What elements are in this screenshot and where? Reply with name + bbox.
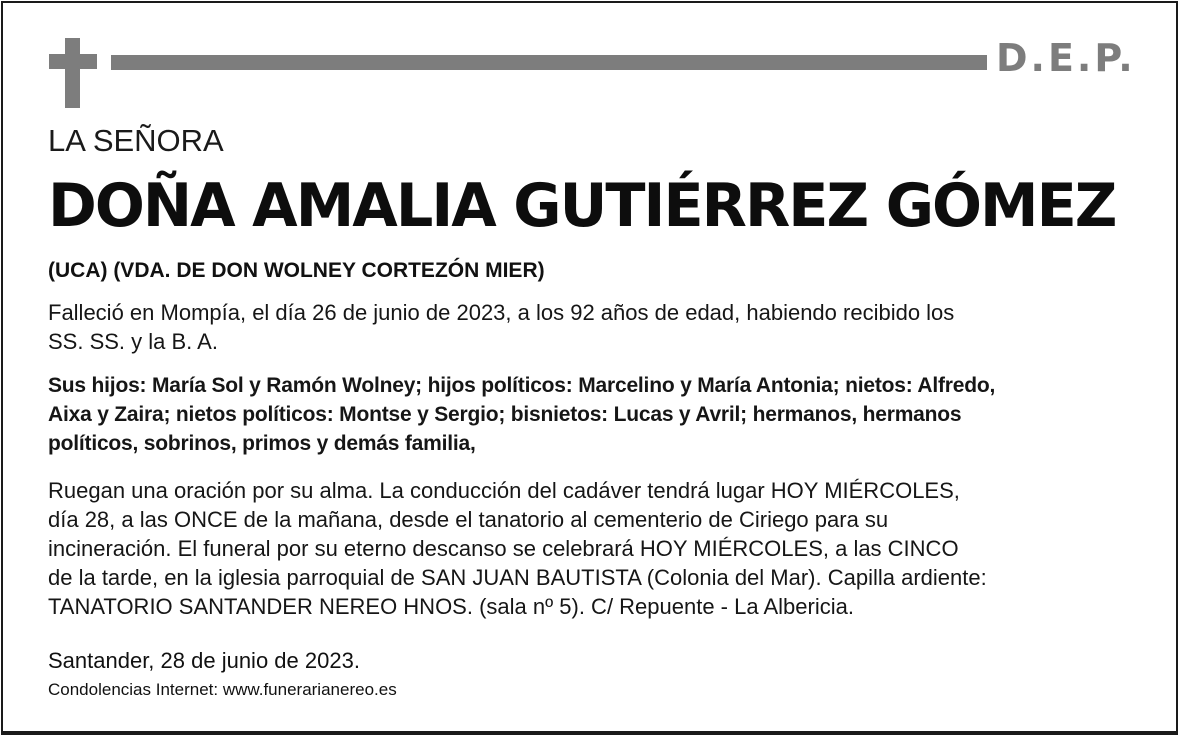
text-line: TANATORIO SANTANDER NEREO HNOS. (sala nº 5). C/ Repuente - La Albericia. (48, 594, 854, 619)
place-date: Santander, 28 de junio de 2023. (48, 648, 360, 673)
text-line: Ruegan una oración por su alma. La conducción del cadáver tendrá lugar HOY MIÉRCOLES, (48, 478, 960, 503)
deceased-name: DOÑA AMALIA GUTIÉRREZ GÓMEZ (48, 171, 1116, 241)
text-line: incineración. El funeral por su eterno descanso se celebrará HOY MIÉRCOLES, a las CINCO (48, 536, 959, 561)
title-label: LA SEÑORA (48, 123, 224, 158)
header-rule (111, 55, 987, 70)
cross-icon-bar (49, 54, 97, 69)
funeral-paragraph (48, 476, 987, 621)
cross-icon (65, 38, 80, 108)
condolences-line: Condolencias Internet: www.funerarianereo.es (48, 680, 397, 699)
text-line: Aixa y Zaira; nietos políticos: Montse y Sergio; bisnietos: Lucas y Avril; hermanos, hermanos (48, 403, 962, 426)
text-line: SS. SS. y la B. A. (48, 329, 218, 354)
obituary-frame (1, 1, 1178, 735)
text-line: Falleció en Mompía, el día 26 de junio de 2023, a los 92 años de edad, habiendo recibido los (48, 300, 955, 325)
text-line: políticos, sobrinos, primos y demás familia, (48, 432, 476, 455)
dep-label: D.E.P. (996, 36, 1136, 80)
text-line: día 28, a las ONCE de la mañana, desde el tanatorio al cementerio de Ciriego para su (48, 507, 889, 532)
death-paragraph (48, 298, 954, 356)
family-paragraph (48, 371, 995, 458)
text-line: Sus hijos: María Sol y Ramón Wolney; hijos políticos: Marcelino y María Antonia; nietos: Alfredo, (48, 374, 996, 397)
text-line: de la tarde, en la iglesia parroquial de SAN JUAN BAUTISTA (Colonia del Mar). Capilla ardiente: (48, 565, 987, 590)
subtitle: (UCA) (VDA. DE DON WOLNEY CORTEZÓN MIER) (48, 259, 545, 282)
